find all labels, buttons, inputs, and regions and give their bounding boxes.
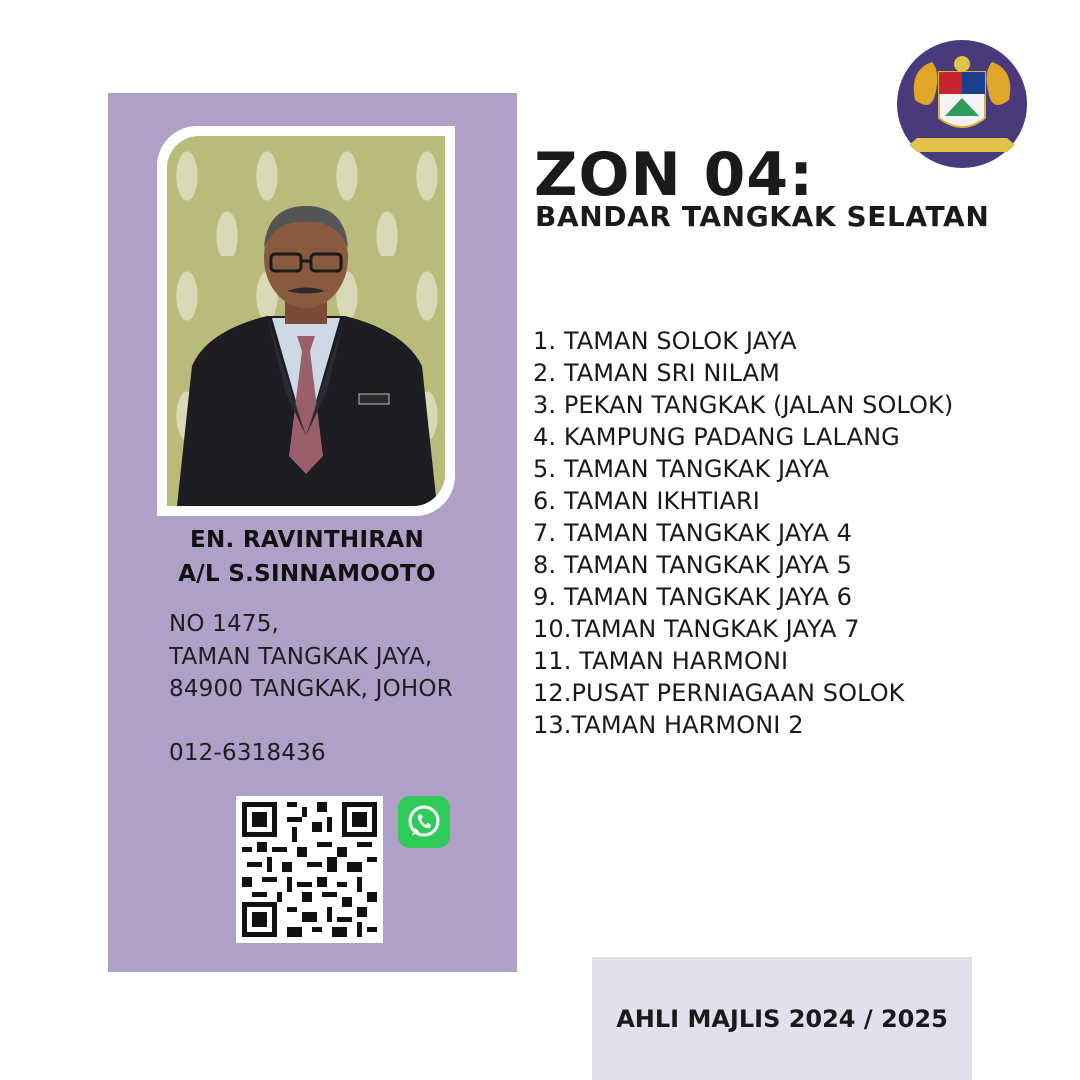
council-crest-logo <box>897 40 1027 168</box>
address-line1: NO 1475, <box>169 611 280 637</box>
zone-title: ZON 04: <box>534 140 815 210</box>
list-item: 5. TAMAN TANGKAK JAYA <box>533 455 829 483</box>
profile-photo <box>167 136 445 506</box>
footer-banner <box>592 957 972 1080</box>
qr-code-icon[interactable] <box>236 796 383 943</box>
address-line2: TAMAN TANGKAK JAYA, <box>169 644 433 670</box>
list-item: 1. TAMAN SOLOK JAYA <box>533 327 797 355</box>
list-item: 11. TAMAN HARMONI <box>533 647 789 675</box>
list-item: 12.PUSAT PERNIAGAAN SOLOK <box>533 679 905 707</box>
list-item: 6. TAMAN IKHTIARI <box>533 487 760 515</box>
list-item: 2. TAMAN SRI NILAM <box>533 359 780 387</box>
zone-subtitle: BANDAR TANGKAK SELATAN <box>535 200 990 233</box>
phone-number[interactable]: 012-6318436 <box>169 740 326 766</box>
list-item: 4. KAMPUNG PADANG LALANG <box>533 423 900 451</box>
list-item: 3. PEKAN TANGKAK (JALAN SOLOK) <box>533 391 954 419</box>
councillor-name-line1: EN. RAVINTHIRAN <box>189 527 425 553</box>
councillor-name-line2: A/L S.SINNAMOOTO <box>178 561 436 587</box>
footer-label: AHLI MAJLIS 2024 / 2025 <box>616 1004 948 1033</box>
list-item: 7. TAMAN TANGKAK JAYA 4 <box>533 519 852 547</box>
address-line3: 84900 TANGKAK, JOHOR <box>169 676 453 702</box>
area-list <box>533 325 953 741</box>
list-item: 9. TAMAN TANGKAK JAYA 6 <box>533 583 852 611</box>
list-item: 13.TAMAN HARMONI 2 <box>533 711 804 739</box>
whatsapp-icon[interactable] <box>398 796 450 848</box>
list-item: 10.TAMAN TANGKAK JAYA 7 <box>533 615 860 643</box>
list-item: 8. TAMAN TANGKAK JAYA 5 <box>533 551 852 579</box>
